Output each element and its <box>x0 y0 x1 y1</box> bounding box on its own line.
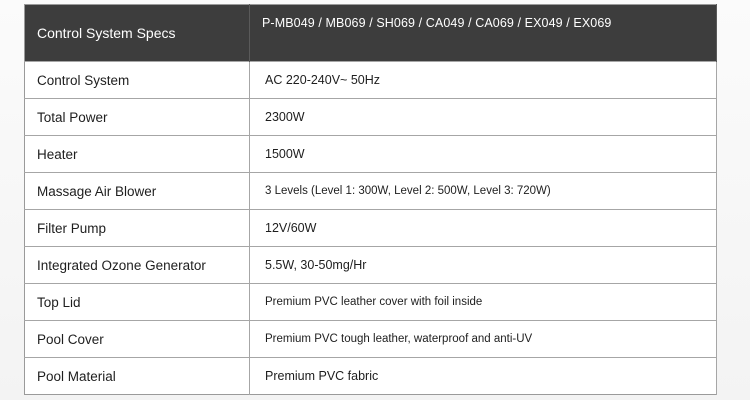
row-value: Premium PVC tough leather, waterproof and anti-UV <box>250 321 717 358</box>
table-row <box>25 358 717 395</box>
header-models-cell: P-MB049 / MB069 / SH069 / CA049 / CA069 / EX049 / EX069 <box>250 5 717 62</box>
table-row <box>25 173 717 210</box>
row-value: 5.5W, 30-50mg/Hr <box>250 247 717 284</box>
row-label: Top Lid <box>25 284 250 321</box>
table-row <box>25 210 717 247</box>
table-row <box>25 136 717 173</box>
table-row <box>25 62 717 99</box>
row-value: Premium PVC fabric <box>250 358 717 395</box>
row-label: Integrated Ozone Generator <box>25 247 250 284</box>
header-label-cell: Control System Specs <box>25 5 250 62</box>
table-header-row <box>25 5 717 62</box>
row-label: Filter Pump <box>25 210 250 247</box>
row-value: AC 220-240V~ 50Hz <box>250 62 717 99</box>
row-value: 2300W <box>250 99 717 136</box>
row-label: Pool Material <box>25 358 250 395</box>
row-label: Pool Cover <box>25 321 250 358</box>
row-label: Total Power <box>25 99 250 136</box>
row-label: Control System <box>25 62 250 99</box>
row-value: Premium PVC leather cover with foil inside <box>250 284 717 321</box>
specs-table <box>24 4 717 395</box>
table-row <box>25 99 717 136</box>
row-label: Heater <box>25 136 250 173</box>
table-row <box>25 321 717 358</box>
row-label: Massage Air Blower <box>25 173 250 210</box>
table-row <box>25 284 717 321</box>
row-value: 12V/60W <box>250 210 717 247</box>
row-value: 1500W <box>250 136 717 173</box>
table-row <box>25 247 717 284</box>
row-value: 3 Levels (Level 1: 300W, Level 2: 500W, Level 3: 720W) <box>250 173 717 210</box>
